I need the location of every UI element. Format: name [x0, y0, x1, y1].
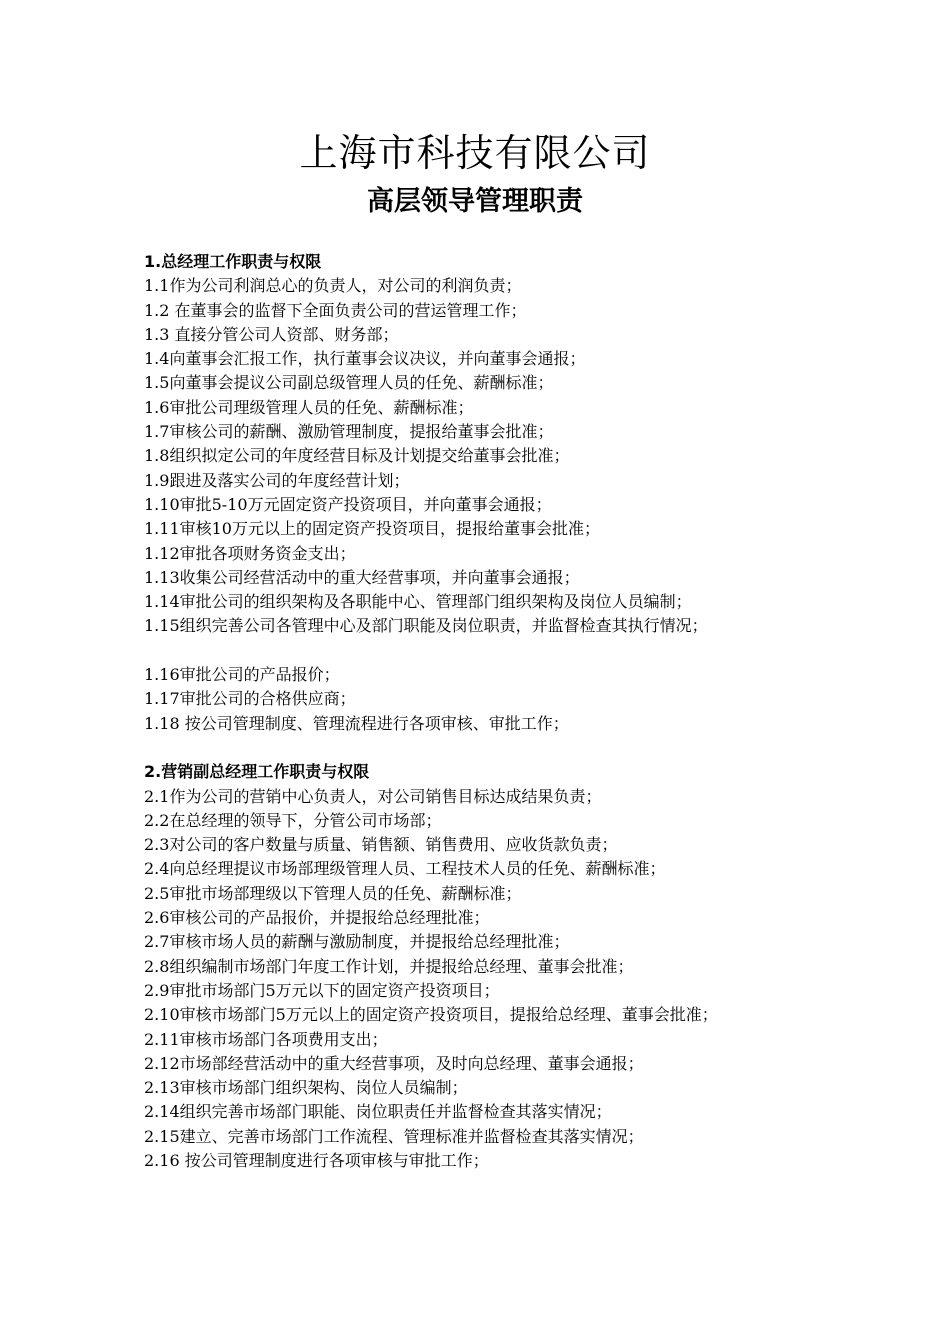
list-item: 1.11审核10万元以上的固定资产投资项目，提报给董事会批准； — [144, 519, 600, 539]
list-item: 2.13审核市场部门组织架构、岗位人员编制； — [144, 1078, 468, 1098]
list-item: 1.15组织完善公司各管理中心及部门职能及岗位职责，并监督检查其执行情况； — [144, 616, 708, 636]
list-item: 1.17审批公司的合格供应商； — [144, 689, 356, 709]
list-item: 1.16审批公司的产品报价； — [144, 665, 340, 685]
list-item: 2.9审批市场部门5万元以下的固定资产投资项目； — [144, 980, 500, 1000]
list-item: 1.18 按公司管理制度、管理流程进行各项审核、审批工作； — [144, 713, 569, 733]
list-item: 1.14审批公司的组织架构及各职能中心、管理部门组织架构及岗位人员编制； — [144, 592, 692, 612]
list-item: 1.4向董事会汇报工作，执行董事会议决议，并向董事会通报； — [144, 349, 586, 369]
list-item: 1.6审批公司理级管理人员的任免、薪酬标准； — [144, 397, 474, 417]
document-title: 上海市科技有限公司 — [299, 131, 651, 175]
list-item: 1.1作为公司利润总心的负责人，对公司的利润负责； — [144, 276, 522, 296]
list-item: 1.8组织拟定公司的年度经营目标及计划提交给董事会批准； — [144, 446, 570, 466]
list-item: 1.7审核公司的薪酬、激励管理制度，提报给董事会批准； — [144, 422, 554, 442]
list-item: 2.7审核市场人员的薪酬与激励制度，并提报给总经理批准； — [144, 932, 570, 952]
list-item: 2.2在总经理的领导下，分管公司市场部； — [144, 810, 442, 830]
list-item: 1.9跟进及落实公司的年度经营计划； — [144, 470, 410, 490]
section-1 — [144, 250, 814, 736]
blank-line — [144, 639, 814, 663]
list-item: 2.4向总经理提议市场部理级管理人员、工程技术人员的任免、薪酬标准； — [144, 859, 666, 879]
section-2 — [144, 760, 814, 1173]
list-item: 2.10审核市场部门5万元以上的固定资产投资项目，提报给总经理、董事会批准； — [144, 1005, 718, 1025]
section-heading: 2.营销副总经理工作职责与权限 — [144, 762, 370, 782]
list-item: 2.1作为公司的营销中心负责人，对公司销售目标达成结果负责； — [144, 786, 602, 806]
list-item: 1.3 直接分管公司人资部、财务部； — [144, 324, 399, 344]
list-item: 2.3对公司的客户数量与质量、销售额、销售费用、应收货款负责； — [144, 835, 618, 855]
list-item: 2.15建立、完善市场部门工作流程、管理标准并监督检查其落实情况； — [144, 1126, 644, 1146]
list-item: 2.12市场部经营活动中的重大经营事项，及时向总经理、董事会通报； — [144, 1053, 644, 1073]
list-item: 1.12审批各项财务资金支出； — [144, 543, 356, 563]
list-item: 1.10审批5-10万元固定资产投资项目，并向董事会通报； — [144, 494, 552, 514]
list-item: 2.6审核公司的产品报价，并提报给总经理批准； — [144, 908, 490, 928]
document-body — [144, 250, 814, 1173]
list-item: 1.5向董事会提议公司副总级管理人员的任免、薪酬标准； — [144, 373, 554, 393]
section-gap — [144, 736, 814, 760]
list-item: 1.2 在董事会的监督下全面负责公司的营运管理工作； — [144, 300, 527, 320]
document-subtitle: 高层领导管理职责 — [367, 186, 583, 217]
list-item: 1.13收集公司经营活动中的重大经营事项，并向董事会通报； — [144, 567, 580, 587]
list-item: 2.16 按公司管理制度进行各项审核与审批工作； — [144, 1150, 489, 1170]
list-item: 2.5审批市场部理级以下管理人员的任免、薪酬标准； — [144, 883, 522, 903]
list-item: 2.14组织完善市场部门职能、岗位职责任并监督检查其落实情况； — [144, 1102, 612, 1122]
list-item: 2.11审核市场部门各项费用支出； — [144, 1029, 388, 1049]
section-heading: 1.总经理工作职责与权限 — [144, 252, 322, 271]
list-item: 2.8组织编制市场部门年度工作计划，并提报给总经理、董事会批准； — [144, 956, 634, 976]
